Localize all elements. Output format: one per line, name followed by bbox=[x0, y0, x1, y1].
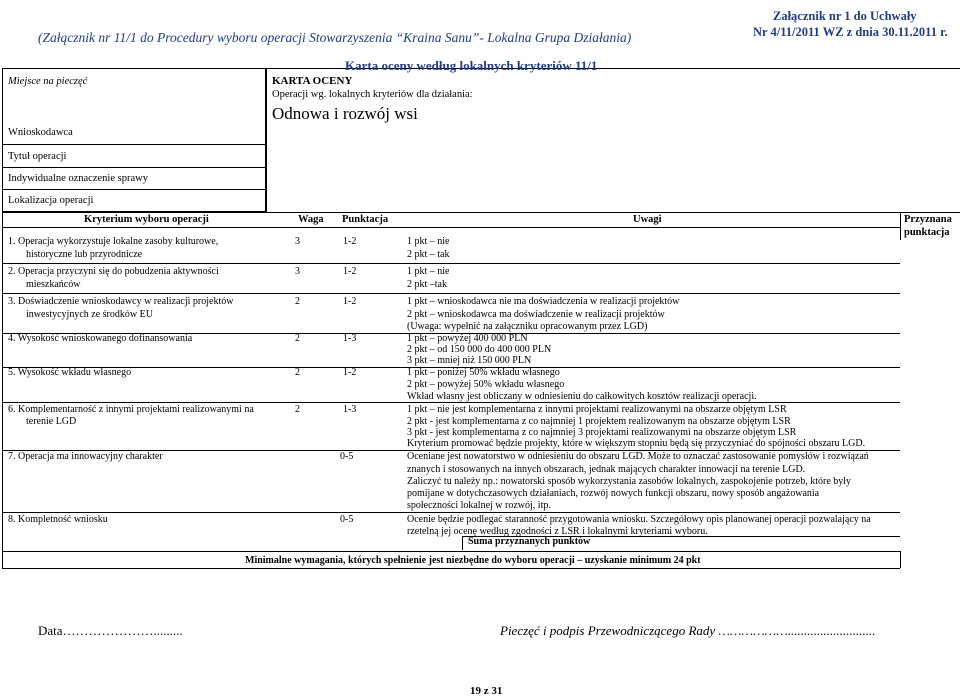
weight-6: 2 bbox=[295, 404, 300, 415]
card-subtitle: Operacji wg. lokalnych kryteriów dla działania: bbox=[272, 89, 473, 100]
criterion-6: 6. Komplementarność z innymi projektami realizowanymi na bbox=[8, 404, 254, 415]
procedure-reference: (Załącznik nr 11/1 do Procedury wyboru operacji Stowarzyszenia “Kraina Sanu”- Lokalna Grupa Działania) bbox=[38, 30, 632, 45]
scoring-3: 1-2 bbox=[343, 296, 357, 307]
note-7-c: Zaliczyć tu należy np.: nowatorski sposób wykorzystania zasobów lokalnych, zaspokojenie potrzeb, które były bbox=[407, 476, 852, 487]
note-6-d: Kryterium promować będzie projekty, które w większym stopniu będą się przyczyniać do spójności obszaru LGD. bbox=[407, 438, 866, 449]
note-7-b: znanych i stosowanych na innych obszarach, jednak mających charakter innowacji na terenie LGD. bbox=[407, 464, 806, 475]
note-6-b: 2 pkt - jest komplementarna z co najmniej 1 projektem realizowanym na obszarze objętym LSR bbox=[407, 416, 791, 427]
note-1-a: 1 pkt – nie bbox=[407, 236, 450, 247]
note-7-a: Oceniane jest nowatorstwo w odniesieniu do obszaru LGD. Może to oznaczać zastosowanie pomysłów i rozwiązań bbox=[407, 451, 869, 462]
action-name: Odnowa i rozwój wsi bbox=[272, 104, 418, 123]
criterion-1-cont: historyczne lub przyrodnicze bbox=[26, 249, 143, 260]
note-8-b: rzetelną jej ocenę według zgodności z LSR i lokalnymi kryteriami wyboru. bbox=[407, 526, 708, 537]
note-5-c: Wkład własny jest obliczany w odniesieniu do całkowitych kosztów realizacji operacji. bbox=[407, 391, 757, 402]
criterion-4: 4. Wysokość wnioskowanego dofinansowania bbox=[8, 333, 193, 344]
attachment-line-1: Załącznik nr 1 do Uchwały bbox=[773, 9, 917, 23]
card-label: KARTA OCENY bbox=[272, 75, 353, 87]
scoring-4: 1-3 bbox=[343, 333, 357, 344]
note-4-b: 2 pkt – od 150 000 do 400 000 PLN bbox=[407, 344, 552, 355]
col-weight-header: Waga bbox=[298, 214, 324, 225]
col-scoring-header: Punktacja bbox=[342, 214, 389, 225]
note-8-a: Ocenie będzie podlegać staranność przygotowania wniosku. Szczegółowy opis planowanej operacji pozwalający na bbox=[407, 514, 871, 525]
scoring-5: 1-2 bbox=[343, 367, 357, 378]
operation-title-label: Tytuł operacji bbox=[8, 151, 67, 162]
weight-3: 2 bbox=[295, 296, 300, 307]
scoring-1: 1-2 bbox=[343, 236, 357, 247]
criterion-3-cont: inwestycyjnych ze środków EU bbox=[26, 309, 153, 320]
col-awarded-header-2: punktacja bbox=[904, 227, 950, 238]
date-field: Data…………………......... bbox=[38, 623, 183, 638]
note-3-b: 2 pkt – wnioskodawca ma doświadczenie w realizacji projektów bbox=[407, 309, 665, 320]
weight-5: 2 bbox=[295, 367, 300, 378]
weight-4: 2 bbox=[295, 333, 300, 344]
criterion-2-cont: mieszkańców bbox=[26, 279, 81, 290]
note-1-b: 2 pkt – tak bbox=[407, 249, 450, 260]
scoring-7: 0-5 bbox=[340, 451, 354, 462]
criterion-6-cont: terenie LGD bbox=[26, 416, 77, 427]
sum-label: Suma przyznanych punktów bbox=[468, 536, 591, 547]
col-criterion-header: Kryterium wyboru operacji bbox=[84, 214, 209, 225]
note-2-b: 2 pkt –tak bbox=[407, 279, 447, 290]
case-id-label: Indywidualne oznaczenie sprawy bbox=[8, 173, 148, 184]
note-5-b: 2 pkt – powyżej 50% wkładu własnego bbox=[407, 379, 565, 390]
minimum-requirement: Minimalne wymagania, których spełnienie jest niezbędne do wyboru operacji – uzyskanie minimum 24 pkt bbox=[245, 555, 701, 566]
note-6-c: 3 pkt - jest komplementarna z co najmniej 3 projektami realizowanymi na obszarze objętym LSR bbox=[407, 427, 797, 438]
card-title: Karta oceny według lokalnych kryteriów 11/1 bbox=[345, 58, 598, 73]
attachment-line-2: Nr 4/11/2011 WZ z dnia 30.11.2011 r. bbox=[753, 25, 948, 39]
col-awarded-header: Przyznana bbox=[904, 214, 952, 225]
scoring-2: 1-2 bbox=[343, 266, 357, 277]
note-7-e: społeczności lokalnej w rozwój, itp. bbox=[407, 500, 551, 511]
scoring-6: 1-3 bbox=[343, 404, 357, 415]
note-2-a: 1 pkt – nie bbox=[407, 266, 450, 277]
page-number: 19 z 31 bbox=[470, 685, 503, 697]
criterion-3: 3. Doświadczenie wnioskodawcy w realizacji projektów bbox=[8, 296, 234, 307]
note-4-c: 3 pkt – mniej niż 150 000 PLN bbox=[407, 355, 532, 366]
criterion-8: 8. Kompletność wniosku bbox=[8, 514, 108, 525]
note-6-a: 1 pkt – nie jest komplementarna z innymi projektami realizowanymi na obszarze objętym LSR bbox=[407, 404, 787, 415]
note-4-a: 1 pkt – powyżej 400 000 PLN bbox=[407, 333, 528, 344]
location-label: Lokalizacja operacji bbox=[8, 195, 94, 206]
weight-1: 3 bbox=[295, 236, 300, 247]
criterion-2: 2. Operacja przyczyni się do pobudzenia aktywności bbox=[8, 266, 219, 277]
weight-2: 3 bbox=[295, 266, 300, 277]
scoring-8: 0-5 bbox=[340, 514, 354, 525]
stamp-place-label: Miejsce na pieczęć bbox=[8, 76, 88, 87]
note-3-c: (Uwaga: wypełnić na załączniku opracowanym przez LGD) bbox=[407, 321, 648, 332]
note-3-a: 1 pkt – wnioskodawca nie ma doświadczenia w realizacji projektów bbox=[407, 296, 680, 307]
criterion-7: 7. Operacja ma innowacyjny charakter bbox=[8, 451, 163, 462]
criterion-5: 5. Wysokość wkładu własnego bbox=[8, 367, 132, 378]
signature-field: Pieczęć i podpis Przewodniczącego Rady ………………........................... bbox=[500, 623, 876, 638]
top-form-frame bbox=[2, 68, 266, 212]
note-5-a: 1 pkt – poniżej 50% wkładu własnego bbox=[407, 367, 560, 378]
criterion-1: 1. Operacja wykorzystuje lokalne zasoby kulturowe, bbox=[8, 236, 219, 247]
applicant-label: Wnioskodawca bbox=[8, 127, 73, 138]
col-notes-header: Uwagi bbox=[633, 214, 662, 225]
note-7-d: pomijane w dotychczasowych działaniach, rozwój nowych funkcji obszaru, nowy sposób angażowania bbox=[407, 488, 820, 499]
